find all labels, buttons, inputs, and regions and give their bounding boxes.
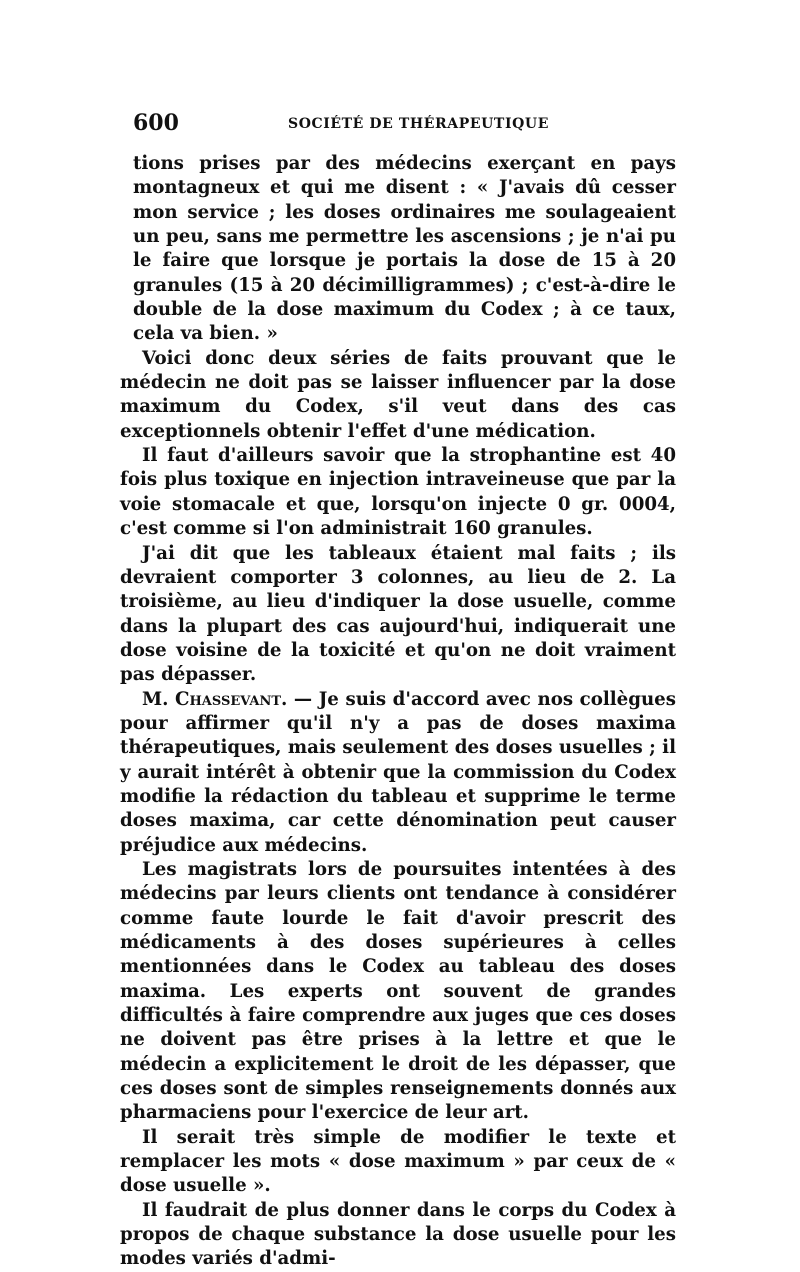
speech-text: Je suis d'accord avec nos collègues pour affirmer qu'il n'y a pas de doses maxima thérapeutiques, mais seulement des doses usuelles ; il y aurait intérêt à obtenir que la commission du Codex modifie la rédaction du tableau et supprime le terme doses maxima, car cette dénomination peut causer préjudice aux médecins. xyxy=(120,688,676,856)
speech-paragraph xyxy=(120,688,676,858)
paragraph: J'ai dit que les tableaux étaient mal faits ; ils devraient comporter 3 colonnes, au lieu de 2. La troisième, au lieu d'indiquer la dose usuelle, comme dans la plupart des cas aujourd'hui, indiquerait une dose voisine de la toxicité et qu'on ne doit vraiment pas dépasser. xyxy=(120,542,676,686)
body-text xyxy=(120,152,676,1272)
paragraph: Il faut d'ailleurs savoir que la strophantine est 40 fois plus toxique en injection intraveineuse que par la voie stomacale et que, lorsqu'on injecte 0 gr. 0004, c'est comme si l'on administrait 160 granules. xyxy=(120,445,676,540)
paragraph: Les magistrats lors de poursuites intentées à des médecins par leurs clients ont tendance à considérer comme faute lourde le fait d'avoir prescrit des médicaments à des doses supérieures à celles mentionnées dans le Codex au tableau des doses maxima. Les experts ont souvent de grandes difficultés à faire comprendre aux juges que ces doses ne doivent pas être prises à la lettre et que le médecin a explicitement le droit de les dépasser, que ces doses sont de simples renseignements donnés aux pharmaciens pour l'exercice de leur art. xyxy=(120,858,676,1124)
page-number: 600 xyxy=(133,110,179,136)
paragraph-continuation: tions prises par des médecins exerçant en pays montagneux et qui me disent : « J'avais dû cesser mon service ; les doses ordinaires me soulageaient un peu, sans me permettre les ascensions ; je n'ai pu le faire que lorsque je portais la dose de 15 à 20 granules (15 à 20 décimilligrammes) ; c'est-à-dire le double de la dose maximum du Codex ; à ce taux, cela va bien. » xyxy=(133,153,676,345)
paragraph: Voici donc deux séries de faits prouvant que le médecin ne doit pas se laisser influencer par la dose maximum du Codex, s'il veut dans des cas exceptionnels obtenir l'effet d'une médication. xyxy=(120,347,676,442)
paragraph: Il faudrait de plus donner dans le corps du Codex à propos de chaque substance la dose usuelle pour les modes variés d'admi- xyxy=(120,1199,676,1270)
page-header xyxy=(133,110,673,142)
running-head: SOCIÉTÉ DE THÉRAPEUTIQUE xyxy=(288,116,549,132)
speech-dash: — xyxy=(287,688,319,710)
speaker-name: M. Chassevant. xyxy=(142,688,288,710)
paragraph: Il serait très simple de modifier le texte et remplacer les mots « dose maximum » par ceux de « dose usuelle ». xyxy=(120,1126,676,1197)
